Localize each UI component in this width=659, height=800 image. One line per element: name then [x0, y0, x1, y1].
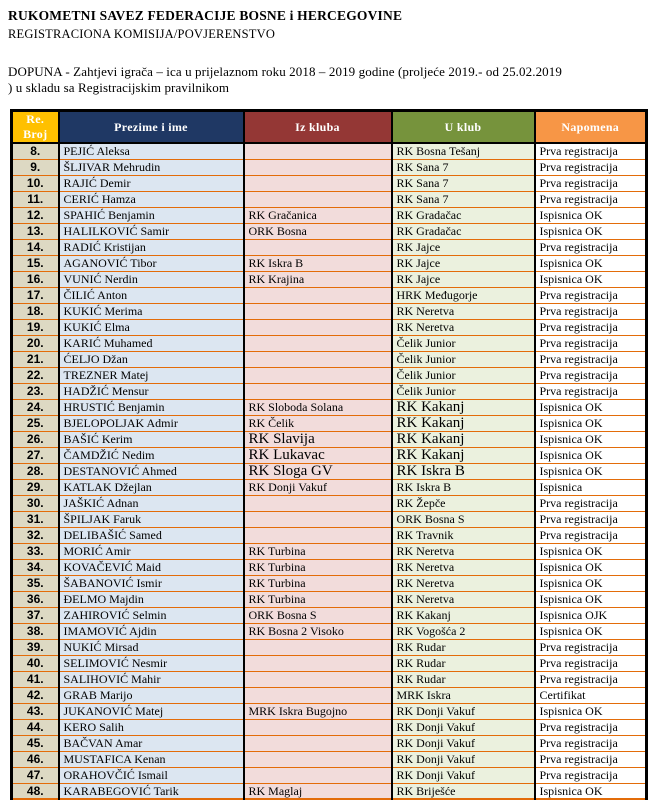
to-club-cell: RK Jajce — [392, 255, 535, 271]
from-club-cell — [244, 159, 392, 175]
row-number-cell: 43. — [12, 703, 59, 719]
table-row — [12, 703, 647, 719]
table-row — [12, 383, 647, 399]
table-row — [12, 591, 647, 607]
row-number-cell: 33. — [12, 543, 59, 559]
from-club-cell — [244, 735, 392, 751]
row-number-cell: 20. — [12, 335, 59, 351]
note-cell: Prva registracija — [535, 719, 647, 735]
intro-line-1: DOPUNA - Zahtjevi igrača – ica u prijelaznom roku 2018 – 2019 godine (proljeće 2019.- od 25.02.2019 — [8, 64, 562, 79]
note-cell: Prva registracija — [535, 751, 647, 767]
note-cell: Ispisnica OK — [535, 207, 647, 223]
row-number-cell: 39. — [12, 639, 59, 655]
to-club-cell: RK Neretva — [392, 543, 535, 559]
player-name-cell: KATLAK Džejlan — [59, 479, 244, 495]
table-row — [12, 287, 647, 303]
player-name-cell: NUKIĆ Mirsad — [59, 639, 244, 655]
from-club-cell — [244, 239, 392, 255]
row-number-cell: 16. — [12, 271, 59, 287]
from-club-cell — [244, 527, 392, 543]
to-club-cell: RK Briješće — [392, 783, 535, 799]
note-cell: Ispisnica OK — [535, 703, 647, 719]
from-club-cell — [244, 751, 392, 767]
from-club-cell — [244, 319, 392, 335]
from-club-cell — [244, 383, 392, 399]
row-number-cell: 22. — [12, 367, 59, 383]
from-club-cell: MRK Iskra Bugojno — [244, 703, 392, 719]
note-cell: Prva registracija — [535, 671, 647, 687]
table-row — [12, 463, 647, 479]
table-row — [12, 431, 647, 447]
from-club-cell — [244, 655, 392, 671]
row-number-cell: 9. — [12, 159, 59, 175]
row-number-cell: 48. — [12, 783, 59, 799]
note-cell: Ispisnica OK — [535, 783, 647, 799]
row-number-cell: 8. — [12, 143, 59, 159]
from-club-cell: RK Gračanica — [244, 207, 392, 223]
to-club-cell: ORK Bosna S — [392, 511, 535, 527]
player-name-cell: IMAMOVIĆ Ajdin — [59, 623, 244, 639]
player-name-cell: DELIBAŠIĆ Samed — [59, 527, 244, 543]
row-number-cell: 28. — [12, 463, 59, 479]
column-header-name: Prezime i ime — [59, 111, 244, 144]
row-number-cell: 15. — [12, 255, 59, 271]
note-cell: Ispisnica OK — [535, 575, 647, 591]
row-number-cell: 34. — [12, 559, 59, 575]
note-cell: Ispisnica OJK — [535, 607, 647, 623]
row-number-cell: 21. — [12, 351, 59, 367]
table-row — [12, 319, 647, 335]
player-name-cell: ĐELMO Majdin — [59, 591, 244, 607]
note-cell: Ispisnica OK — [535, 543, 647, 559]
row-number-cell: 14. — [12, 239, 59, 255]
to-club-cell: HRK Međugorje — [392, 287, 535, 303]
row-number-cell: 10. — [12, 175, 59, 191]
note-cell: Ispisnica OK — [535, 399, 647, 415]
player-name-cell: ČILIĆ Anton — [59, 287, 244, 303]
table-row — [12, 735, 647, 751]
note-cell: Prva registracija — [535, 495, 647, 511]
table-row — [12, 223, 647, 239]
player-name-cell: KARABEGOVIĆ Tarik — [59, 783, 244, 799]
column-header-note: Napomena — [535, 111, 647, 144]
row-number-cell: 45. — [12, 735, 59, 751]
from-club-cell — [244, 671, 392, 687]
table-row — [12, 255, 647, 271]
to-club-cell: RK Iskra B — [392, 479, 535, 495]
table-row — [12, 207, 647, 223]
player-name-cell: ĆELJO Džan — [59, 351, 244, 367]
note-cell: Ispisnica OK — [535, 591, 647, 607]
from-club-cell: RK Bosna 2 Visoko — [244, 623, 392, 639]
to-club-cell: RK Kakanj — [392, 447, 535, 463]
from-club-cell — [244, 191, 392, 207]
table-row — [12, 559, 647, 575]
note-cell: Ispisnica OK — [535, 223, 647, 239]
intro-paragraph — [8, 64, 653, 96]
player-name-cell: KUKIĆ Merima — [59, 303, 244, 319]
from-club-cell: RK Sloboda Solana — [244, 399, 392, 415]
row-number-cell: 18. — [12, 303, 59, 319]
table-row — [12, 607, 647, 623]
player-name-cell: RAJIĆ Demir — [59, 175, 244, 191]
to-club-cell: RK Jajce — [392, 239, 535, 255]
from-club-cell — [244, 175, 392, 191]
to-club-cell: RK Sana 7 — [392, 159, 535, 175]
from-club-cell — [244, 639, 392, 655]
table-row — [12, 511, 647, 527]
table-row — [12, 687, 647, 703]
table-row — [12, 655, 647, 671]
row-number-cell: 38. — [12, 623, 59, 639]
table-row — [12, 271, 647, 287]
note-cell: Prva registracija — [535, 143, 647, 159]
table-body — [12, 143, 647, 799]
note-cell: Ispisnica OK — [535, 431, 647, 447]
note-cell: Prva registracija — [535, 655, 647, 671]
row-number-cell: 25. — [12, 415, 59, 431]
row-number-cell: 42. — [12, 687, 59, 703]
row-number-cell: 40. — [12, 655, 59, 671]
note-cell: Prva registracija — [535, 511, 647, 527]
row-number-cell: 24. — [12, 399, 59, 415]
from-club-cell: RK Slavija — [244, 431, 392, 447]
from-club-cell: RK Turbina — [244, 575, 392, 591]
table-row — [12, 767, 647, 783]
registration-table — [10, 109, 648, 800]
row-number-cell: 41. — [12, 671, 59, 687]
from-club-cell — [244, 367, 392, 383]
row-number-cell: 37. — [12, 607, 59, 623]
note-cell: Ispisnica OK — [535, 415, 647, 431]
row-number-cell: 47. — [12, 767, 59, 783]
to-club-cell: Čelik Junior — [392, 367, 535, 383]
to-club-cell: RK Rudar — [392, 671, 535, 687]
from-club-cell: RK Turbina — [244, 543, 392, 559]
from-club-cell — [244, 719, 392, 735]
player-name-cell: CERIĆ Hamza — [59, 191, 244, 207]
to-club-cell: RK Kakanj — [392, 607, 535, 623]
note-cell: Ispisnica OK — [535, 559, 647, 575]
to-club-cell: RK Jajce — [392, 271, 535, 287]
player-name-cell: SELIMOVIĆ Nesmir — [59, 655, 244, 671]
note-cell: Ispisnica OK — [535, 271, 647, 287]
intro-line-2: ) u skladu sa Registracijskim pravilnikom — [8, 80, 230, 95]
to-club-cell: RK Neretva — [392, 303, 535, 319]
table-row — [12, 303, 647, 319]
note-cell: Prva registracija — [535, 335, 647, 351]
to-club-cell: RK Žepče — [392, 495, 535, 511]
table-row — [12, 639, 647, 655]
player-name-cell: ZAHIROVIĆ Selmin — [59, 607, 244, 623]
to-club-cell: RK Neretva — [392, 559, 535, 575]
player-name-cell: BAČVAN Amar — [59, 735, 244, 751]
to-club-cell: Čelik Junior — [392, 351, 535, 367]
player-name-cell: MUSTAFICA Kenan — [59, 751, 244, 767]
row-number-cell: 17. — [12, 287, 59, 303]
note-cell: Prva registracija — [535, 527, 647, 543]
to-club-cell: RK Donji Vakuf — [392, 703, 535, 719]
row-number-cell: 12. — [12, 207, 59, 223]
player-name-cell: KUKIĆ Elma — [59, 319, 244, 335]
from-club-cell: RK Turbina — [244, 591, 392, 607]
note-cell: Ispisnica OK — [535, 447, 647, 463]
table-row — [12, 783, 647, 799]
note-cell: Prva registracija — [535, 639, 647, 655]
to-club-cell: RK Neretva — [392, 591, 535, 607]
table-row — [12, 719, 647, 735]
table-row — [12, 495, 647, 511]
row-number-cell: 27. — [12, 447, 59, 463]
to-club-cell: RK Travnik — [392, 527, 535, 543]
player-name-cell: SPAHIĆ Benjamin — [59, 207, 244, 223]
from-club-cell — [244, 767, 392, 783]
from-club-cell — [244, 511, 392, 527]
note-cell: Prva registracija — [535, 767, 647, 783]
from-club-cell — [244, 287, 392, 303]
from-club-cell: ORK Bosna S — [244, 607, 392, 623]
to-club-cell: RK Vogošća 2 — [392, 623, 535, 639]
table-row — [12, 671, 647, 687]
from-club-cell — [244, 351, 392, 367]
from-club-cell: RK Čelik — [244, 415, 392, 431]
player-name-cell: ČAMDŽIĆ Nedim — [59, 447, 244, 463]
to-club-cell: RK Sana 7 — [392, 191, 535, 207]
from-club-cell: RK Sloga GV — [244, 463, 392, 479]
table-row — [12, 335, 647, 351]
table-row — [12, 575, 647, 591]
player-name-cell: ORAHOVČIĆ Ismail — [59, 767, 244, 783]
note-cell: Certifikat — [535, 687, 647, 703]
player-name-cell: BAŠIĆ Kerim — [59, 431, 244, 447]
row-number-cell: 13. — [12, 223, 59, 239]
to-club-cell: RK Rudar — [392, 639, 535, 655]
player-name-cell: GRAB Marijo — [59, 687, 244, 703]
from-club-cell — [244, 495, 392, 511]
from-club-cell: ORK Bosna — [244, 223, 392, 239]
table-row — [12, 239, 647, 255]
row-number-cell: 23. — [12, 383, 59, 399]
note-cell: Ispisnica OK — [535, 623, 647, 639]
player-name-cell: ŠABANOVIĆ Ismir — [59, 575, 244, 591]
row-number-cell: 35. — [12, 575, 59, 591]
table-row — [12, 527, 647, 543]
column-header-num: Re. Broj — [12, 111, 59, 144]
table-header-row — [12, 111, 647, 144]
to-club-cell: RK Bosna Tešanj — [392, 143, 535, 159]
player-name-cell: MORIĆ Amir — [59, 543, 244, 559]
table-row — [12, 415, 647, 431]
player-name-cell: ŠPILJAK Faruk — [59, 511, 244, 527]
player-name-cell: JAŠKIĆ Adnan — [59, 495, 244, 511]
to-club-cell: MRK Iskra — [392, 687, 535, 703]
note-cell: Prva registracija — [535, 159, 647, 175]
player-name-cell: KARIĆ Muhamed — [59, 335, 244, 351]
note-cell: Prva registracija — [535, 319, 647, 335]
note-cell: Prva registracija — [535, 367, 647, 383]
player-name-cell: HALILKOVIĆ Samir — [59, 223, 244, 239]
from-club-cell — [244, 143, 392, 159]
to-club-cell: RK Neretva — [392, 575, 535, 591]
to-club-cell: RK Donji Vakuf — [392, 719, 535, 735]
from-club-cell: RK Iskra B — [244, 255, 392, 271]
note-cell: Ispisnica — [535, 479, 647, 495]
to-club-cell: RK Donji Vakuf — [392, 735, 535, 751]
note-cell: Prva registracija — [535, 191, 647, 207]
doc-title: RUKOMETNI SAVEZ FEDERACIJE BOSNE i HERCEGOVINE — [8, 8, 403, 23]
table-row — [12, 479, 647, 495]
player-name-cell: TREZNER Matej — [59, 367, 244, 383]
row-number-cell: 44. — [12, 719, 59, 735]
from-club-cell — [244, 687, 392, 703]
player-name-cell: HADŽIĆ Mensur — [59, 383, 244, 399]
table-row — [12, 175, 647, 191]
to-club-cell: RK Neretva — [392, 319, 535, 335]
player-name-cell: RADIĆ Kristijan — [59, 239, 244, 255]
row-number-cell: 30. — [12, 495, 59, 511]
row-number-cell: 36. — [12, 591, 59, 607]
player-name-cell: KERO Salih — [59, 719, 244, 735]
table-row — [12, 751, 647, 767]
to-club-cell: RK Sana 7 — [392, 175, 535, 191]
player-name-cell: AGANOVIĆ Tibor — [59, 255, 244, 271]
note-cell: Ispisnica OK — [535, 255, 647, 271]
table-row — [12, 191, 647, 207]
table-row — [12, 543, 647, 559]
from-club-cell: RK Maglaj — [244, 783, 392, 799]
column-header-from: Iz kluba — [244, 111, 392, 144]
table-row — [12, 159, 647, 175]
player-name-cell: HRUSTIĆ Benjamin — [59, 399, 244, 415]
note-cell: Prva registracija — [535, 735, 647, 751]
doc-subtitle: REGISTRACIONA KOMISIJA/POVJERENSTVO — [8, 27, 276, 41]
to-club-cell: RK Gradačac — [392, 207, 535, 223]
from-club-cell — [244, 303, 392, 319]
note-cell: Prva registracija — [535, 175, 647, 191]
from-club-cell: RK Lukavac — [244, 447, 392, 463]
row-number-cell: 26. — [12, 431, 59, 447]
to-club-cell: RK Donji Vakuf — [392, 751, 535, 767]
player-name-cell: JUKANOVIĆ Matej — [59, 703, 244, 719]
table-row — [12, 367, 647, 383]
row-number-cell: 19. — [12, 319, 59, 335]
from-club-cell: RK Krajina — [244, 271, 392, 287]
note-cell: Prva registracija — [535, 239, 647, 255]
player-name-cell: DESTANOVIĆ Ahmed — [59, 463, 244, 479]
player-name-cell: BJELOPOLJAK Admir — [59, 415, 244, 431]
to-club-cell: RK Iskra B — [392, 463, 535, 479]
to-club-cell: RK Kakanj — [392, 399, 535, 415]
table-row — [12, 623, 647, 639]
player-name-cell: SALIHOVIĆ Mahir — [59, 671, 244, 687]
note-cell: Prva registracija — [535, 303, 647, 319]
to-club-cell: RK Kakanj — [392, 415, 535, 431]
to-club-cell: RK Kakanj — [392, 431, 535, 447]
table-row — [12, 399, 647, 415]
player-name-cell: VUNIĆ Nerdin — [59, 271, 244, 287]
player-name-cell: PEJIĆ Aleksa — [59, 143, 244, 159]
note-cell: Prva registracija — [535, 383, 647, 399]
to-club-cell: Čelik Junior — [392, 335, 535, 351]
to-club-cell: RK Gradačac — [392, 223, 535, 239]
to-club-cell: RK Donji Vakuf — [392, 767, 535, 783]
row-number-cell: 32. — [12, 527, 59, 543]
note-cell: Ispisnica OK — [535, 463, 647, 479]
row-number-cell: 46. — [12, 751, 59, 767]
row-number-cell: 11. — [12, 191, 59, 207]
player-name-cell: KOVAČEVIĆ Maid — [59, 559, 244, 575]
from-club-cell: RK Donji Vakuf — [244, 479, 392, 495]
note-cell: Prva registracija — [535, 351, 647, 367]
from-club-cell — [244, 335, 392, 351]
table-row — [12, 447, 647, 463]
player-name-cell: ŠLJIVAR Mehrudin — [59, 159, 244, 175]
to-club-cell: RK Rudar — [392, 655, 535, 671]
table-row — [12, 143, 647, 159]
note-cell: Prva registracija — [535, 287, 647, 303]
to-club-cell: Čelik Junior — [392, 383, 535, 399]
from-club-cell: RK Turbina — [244, 559, 392, 575]
row-number-cell: 29. — [12, 479, 59, 495]
table-row — [12, 351, 647, 367]
column-header-to: U klub — [392, 111, 535, 144]
row-number-cell: 31. — [12, 511, 59, 527]
